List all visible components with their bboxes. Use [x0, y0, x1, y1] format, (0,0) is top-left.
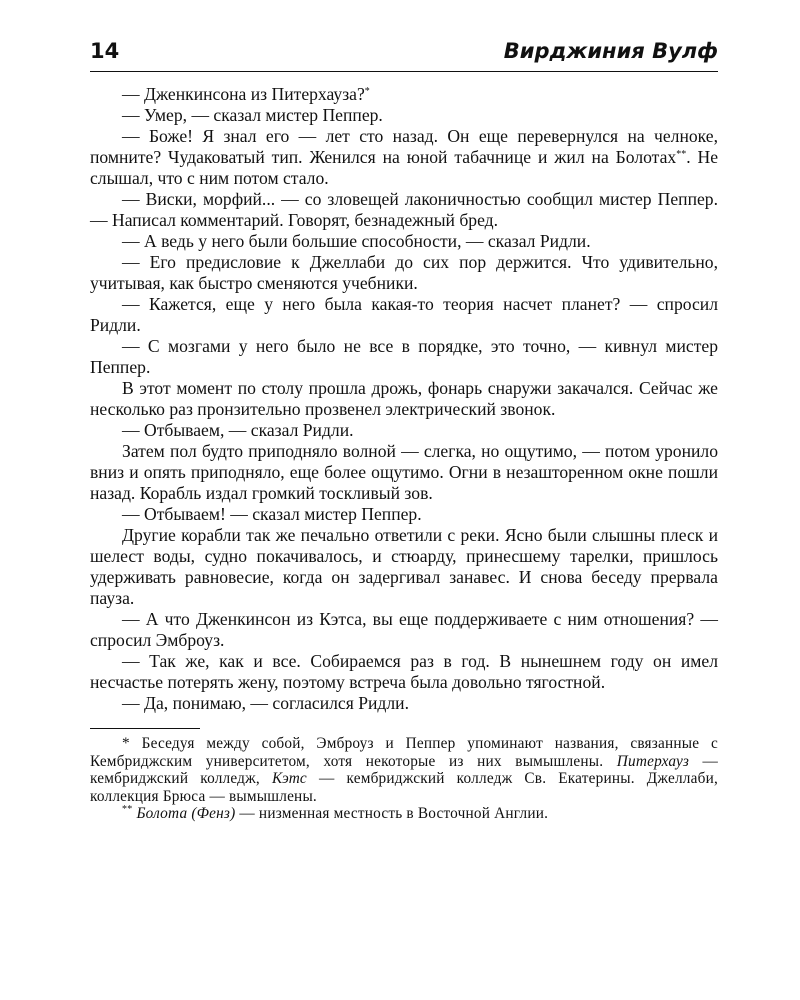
paragraph: — Умер, — сказал мистер Пеппер. [122, 105, 383, 125]
paragraph: — Так же, как и все. Собираемся раз в год. В нынешнем году он имел несчастье потерять жену, поэтому встреча была довольно тягостной. [90, 651, 718, 692]
footnote-1: * Беседуя между собой, Эмброуз и Пеппер упоминают названия, связанные с Кембриджским университетом, хотя некоторые из них вымышлены. Питерхауз — кембриджский колледж, Кэтс — кембриджский колледж Св. Екатерины. Джеллаби, коллекция Брюса — вымышлены. [90, 735, 719, 805]
footnote-divider [90, 728, 200, 729]
footnote-2: ** Болота (Фенз) — низменная местность в Восточной Англии. [122, 804, 549, 822]
main-text [90, 84, 718, 714]
footnote-marker: * [364, 86, 370, 97]
paragraph: Затем пол будто приподняло волной — слегка, но ощутимо, — потом уронило вниз и опять приподняло, еще более ощутимо. Огни в незашторенном окне пошли назад. Корабль издал громкий тоскливый зов. [90, 441, 718, 503]
paragraph: — Отбываем! — сказал мистер Пеппер. [122, 504, 422, 524]
paragraph: — Его предисловие к Джеллаби до сих пор держится. Что удивительно, учитывая, как быстро сменяются учебники. [90, 252, 718, 293]
paragraph: — Дженкинсона из Питерхауза?* [122, 84, 370, 104]
paragraph: — Кажется, еще у него была какая-то теория насчет планет? — спросил Ридли. [90, 294, 718, 335]
paragraph: — Да, понимаю, — согласился Ридли. [122, 693, 409, 713]
paragraph: — Виски, морфий... — со зловещей лаконичностью сообщил мистер Пеппер. — Написал комментарий. Говорят, безнадежный бред. [90, 189, 718, 230]
footnotes [90, 735, 718, 823]
paragraph: — Отбываем, — сказал Ридли. [122, 420, 354, 440]
paragraph: — А что Дженкинсон из Кэтса, вы еще поддерживаете с ним отношения? — спросил Эмброуз. [90, 609, 718, 650]
paragraph: Другие корабли так же печально ответили с реки. Ясно были слышны плеск и шелест воды, судно покачивалось, и стюарду, принесшему тарелки, пришлось удерживать равновесие, когда он задергивал занавес. И снова беседу прервала пауза. [90, 525, 718, 608]
book-page [90, 38, 718, 823]
paragraph: — Боже! Я знал его — лет сто назад. Он еще перевернулся на челноке, помните? Чудаковатый тип. Женился на юной табачнице и жил на Болотах**. Не слышал, что с ним потом стало. [90, 126, 719, 188]
page-number: 14 [90, 39, 120, 63]
paragraph: — А ведь у него были большие способности, — сказал Ридли. [122, 231, 591, 251]
paragraph: — С мозгами у него было не все в порядке, это точно, — кивнул мистер Пеппер. [90, 336, 718, 377]
running-header [90, 38, 718, 72]
paragraph: В этот момент по столу прошла дрожь, фонарь снаружи закачался. Сейчас же несколько раз пронзительно прозвенел электрический звонок. [90, 378, 718, 419]
footnote-marker: ** [676, 149, 687, 160]
running-title: Вирджиния Вулф [503, 39, 718, 63]
